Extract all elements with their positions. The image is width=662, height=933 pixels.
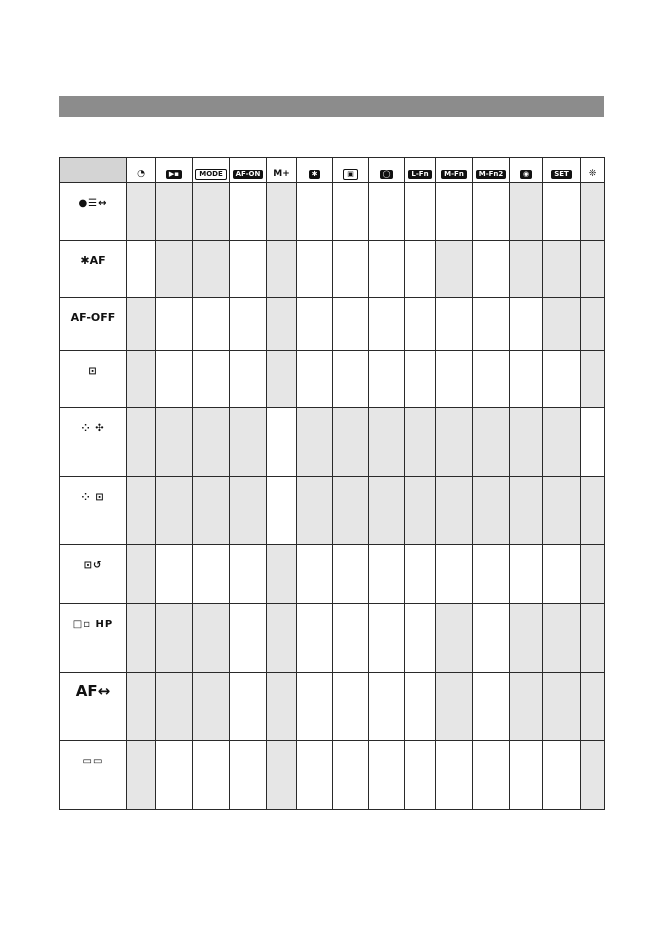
af-area-select-icon: ▭▭ [82, 756, 104, 768]
table-cell [405, 741, 436, 810]
table-cell [581, 408, 605, 477]
table-cell [333, 183, 369, 241]
table-cell [297, 476, 333, 545]
table-cell [267, 672, 297, 741]
row-header-7 [60, 545, 127, 604]
table-cell [436, 741, 473, 810]
table-cell [436, 604, 473, 673]
table-cell [581, 672, 605, 741]
table-cell [333, 240, 369, 298]
m-fn2-icon: M-Fn2 [476, 170, 507, 179]
table-cell [156, 408, 193, 477]
table-cell [297, 298, 333, 351]
table-cell [127, 741, 156, 810]
depth-preview-icon: ◉ [520, 170, 532, 179]
table-cell [405, 408, 436, 477]
table-cell [510, 741, 543, 810]
table-cell [267, 350, 297, 408]
table-cell [543, 741, 581, 810]
table-cell [543, 240, 581, 298]
table-cell [193, 183, 230, 241]
column-header-3 [193, 158, 230, 183]
table-cell [405, 604, 436, 673]
table-cell [369, 408, 405, 477]
table-cell [127, 298, 156, 351]
column-header-2 [156, 158, 193, 183]
table-cell [193, 545, 230, 604]
table-cell [193, 604, 230, 673]
table-cell [230, 672, 267, 741]
column-header-12 [510, 158, 543, 183]
table-cell [297, 183, 333, 241]
column-header-10 [436, 158, 473, 183]
set-icon: SET [551, 170, 572, 179]
table-cell [405, 183, 436, 241]
table-cell [230, 240, 267, 298]
table-cell [193, 476, 230, 545]
table-cell [510, 408, 543, 477]
table-cell [156, 183, 193, 241]
table-cell [473, 545, 510, 604]
table-cell [333, 298, 369, 351]
table-cell [297, 545, 333, 604]
dial-icon: ◯ [380, 170, 394, 179]
ae-lock-af-icon: ✱AF [80, 253, 106, 267]
row-header-4 [60, 350, 127, 408]
column-header-7 [333, 158, 369, 183]
row-header-8 [60, 604, 127, 673]
table-cell [193, 741, 230, 810]
table-cell [581, 240, 605, 298]
table-cell [369, 741, 405, 810]
table-row [60, 240, 605, 298]
table-cell [267, 240, 297, 298]
table-cell [193, 672, 230, 741]
table-corner-cell [60, 158, 127, 183]
table-cell [127, 350, 156, 408]
m-fn-icon: M-Fn [441, 170, 467, 179]
table-cell [543, 183, 581, 241]
table-cell [230, 350, 267, 408]
lens-fn-icon: L-Fn [408, 170, 431, 179]
table-cell [156, 476, 193, 545]
table-cell [510, 476, 543, 545]
table-cell [581, 604, 605, 673]
table-cell [543, 604, 581, 673]
home-position-icon: □▫ HP [72, 619, 114, 630]
column-header-1 [127, 158, 156, 183]
table-cell [543, 350, 581, 408]
table-cell [127, 604, 156, 673]
table-cell [127, 672, 156, 741]
table-cell [333, 476, 369, 545]
table-cell [230, 741, 267, 810]
table-cell [473, 741, 510, 810]
table-cell [193, 408, 230, 477]
multi-function-icon: M+ [273, 168, 290, 179]
table-cell [473, 476, 510, 545]
table-row [60, 604, 605, 673]
table-cell [156, 545, 193, 604]
table-cell [510, 604, 543, 673]
table-row [60, 298, 605, 351]
table-cell [267, 298, 297, 351]
table-cell [473, 183, 510, 241]
table-row [60, 545, 605, 604]
table-cell [405, 476, 436, 545]
row-header-9 [60, 672, 127, 741]
table-cell [543, 298, 581, 351]
table-cell [581, 545, 605, 604]
column-header-5 [267, 158, 297, 183]
table-cell [405, 672, 436, 741]
table-cell [581, 476, 605, 545]
table-cell [473, 298, 510, 351]
table-cell [333, 604, 369, 673]
table-cell [297, 672, 333, 741]
table-cell [510, 183, 543, 241]
table-cell [369, 240, 405, 298]
table-cell [436, 298, 473, 351]
table-cell [405, 350, 436, 408]
table-cell [473, 672, 510, 741]
table-cell [436, 240, 473, 298]
table-cell [405, 240, 436, 298]
table-header-row [60, 158, 605, 183]
table-row [60, 476, 605, 545]
table-row [60, 183, 605, 241]
table-cell [369, 183, 405, 241]
table-cell [369, 604, 405, 673]
table-cell [436, 183, 473, 241]
row-header-1 [60, 183, 127, 241]
table-cell [156, 672, 193, 741]
table-cell [156, 350, 193, 408]
table-cell [156, 604, 193, 673]
table-cell [510, 545, 543, 604]
table-cell [510, 672, 543, 741]
table-cell [473, 350, 510, 408]
table-cell [436, 408, 473, 477]
column-header-9 [405, 158, 436, 183]
table-cell [230, 545, 267, 604]
table-cell [581, 183, 605, 241]
table-row [60, 408, 605, 477]
table-cell [369, 350, 405, 408]
table-cell [369, 476, 405, 545]
table-cell [473, 604, 510, 673]
mode-icon: MODE [195, 169, 227, 180]
table-cell [405, 298, 436, 351]
table-cell [581, 741, 605, 810]
function-assignment-table [59, 157, 605, 810]
af-point-direct-icon: ⁘ ✣ [81, 423, 105, 435]
table-cell [473, 240, 510, 298]
table-cell [230, 298, 267, 351]
table-cell [333, 741, 369, 810]
af-point-center-icon: ⁘ ⊡ [81, 491, 105, 503]
table-cell [127, 240, 156, 298]
table-cell [333, 545, 369, 604]
table-cell [333, 672, 369, 741]
table-row [60, 741, 605, 810]
table-cell [436, 350, 473, 408]
eye-detect-icon: ◔ [137, 168, 145, 179]
table-cell [156, 298, 193, 351]
table-cell [543, 408, 581, 477]
table-cell [369, 672, 405, 741]
column-header-14 [581, 158, 605, 183]
table-cell [267, 741, 297, 810]
table-cell [267, 545, 297, 604]
table-cell [581, 298, 605, 351]
table-cell [267, 408, 297, 477]
column-header-13 [543, 158, 581, 183]
row-header-3 [60, 298, 127, 351]
display-icon: ▣ [343, 169, 358, 180]
table-cell [297, 408, 333, 477]
table-cell [436, 545, 473, 604]
af-mode-switch-icon: ⊡↺ [83, 560, 103, 572]
table-cell [267, 476, 297, 545]
row-header-2 [60, 240, 127, 298]
table-cell [267, 604, 297, 673]
table-cell [369, 298, 405, 351]
row-header-5 [60, 408, 127, 477]
column-header-4 [230, 158, 267, 183]
table-row [60, 350, 605, 408]
table-cell [436, 672, 473, 741]
table-cell [510, 350, 543, 408]
table-cell [230, 604, 267, 673]
table-cell [543, 476, 581, 545]
table-cell [230, 476, 267, 545]
column-header-6 [297, 158, 333, 183]
table-cell [405, 545, 436, 604]
table-cell [156, 741, 193, 810]
table-cell [297, 240, 333, 298]
one-shot-servo-icon: AF↔ [75, 681, 111, 700]
table-cell [193, 350, 230, 408]
table-cell [127, 545, 156, 604]
table-cell [297, 604, 333, 673]
column-header-8 [369, 158, 405, 183]
table-cell [127, 183, 156, 241]
table-cell [297, 350, 333, 408]
table-cell [510, 240, 543, 298]
af-on-icon: AF-ON [233, 170, 264, 179]
table-cell [193, 240, 230, 298]
table-cell [333, 350, 369, 408]
metering-af-start-icon: ●☰↔ [78, 198, 108, 209]
table-cell [230, 183, 267, 241]
af-point-select-icon: ⊡ [88, 365, 98, 377]
table-body [60, 183, 605, 810]
table-cell [127, 408, 156, 477]
table-cell [473, 408, 510, 477]
table-row [60, 672, 605, 741]
table-cell [369, 545, 405, 604]
star-icon: ✱ [309, 170, 321, 179]
table-cell [543, 545, 581, 604]
section-title-bar [59, 96, 604, 117]
row-header-10 [60, 741, 127, 810]
table-cell [156, 240, 193, 298]
table-cell [543, 672, 581, 741]
table-cell [297, 741, 333, 810]
table-cell [581, 350, 605, 408]
af-off-icon: AF-OFF [70, 311, 116, 325]
table-cell [510, 298, 543, 351]
table-cell [193, 298, 230, 351]
table-cell [333, 408, 369, 477]
table-cell [436, 476, 473, 545]
control-ring-icon: ❊ [588, 168, 597, 179]
table-cell [127, 476, 156, 545]
table-cell [267, 183, 297, 241]
row-header-6 [60, 476, 127, 545]
column-header-11 [473, 158, 510, 183]
movie-icon: ▶▪ [166, 170, 182, 179]
table-cell [230, 408, 267, 477]
